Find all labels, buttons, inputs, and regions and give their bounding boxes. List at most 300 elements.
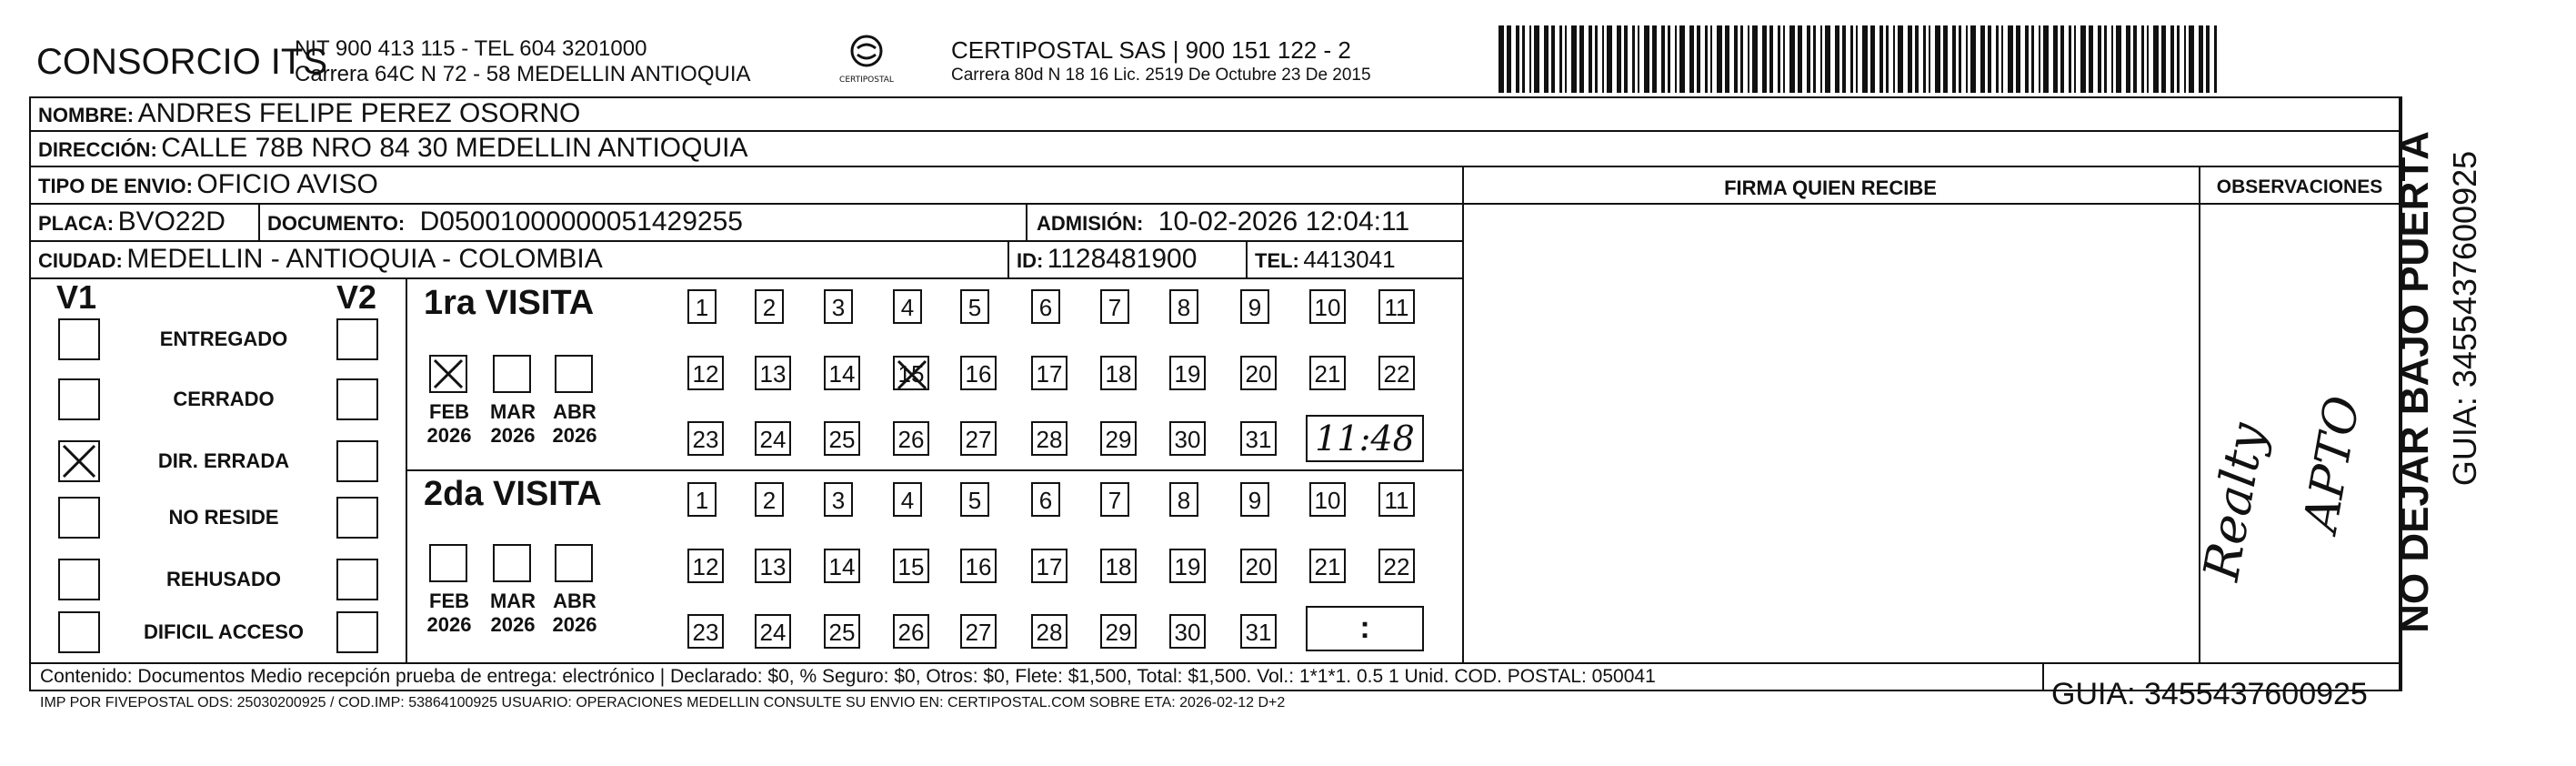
day-box[interactable] [824,614,860,649]
month-checkbox[interactable] [429,355,467,393]
barcode [1498,25,2226,93]
nombre-label: NOMBRE: [38,104,135,126]
month-label: FEB 2026 [426,590,472,636]
day-number: 1 [695,487,709,514]
day-number: 29 [1105,426,1132,453]
barcode-bar [1825,25,1830,93]
day-box[interactable] [893,289,922,324]
day-number: 21 [1314,553,1341,580]
day-box[interactable] [893,482,922,517]
id-value: 1128481900 [1047,244,1198,274]
barcode-bar [2177,25,2180,93]
ciudad-value: MEDELLIN - ANTIOQUIA - COLOMBIA [126,244,603,274]
day-box[interactable] [1378,356,1415,390]
barcode-bar [2161,25,2166,93]
day-box[interactable] [687,549,724,583]
day-number: 30 [1174,619,1201,646]
barcode-bar [2016,25,2020,93]
barcode-bar [1966,25,1968,93]
v2-checkbox[interactable] [336,559,378,600]
day-number: 20 [1245,360,1272,388]
day-number: 9 [1248,487,1262,514]
imp-text: IMP POR FIVEPOSTAL ODS: 25030200925 / COD.IMP: 53864100925 USUARIO: OPERACIONES MEDELLIN CONSULTE SU ENVIO EN: CERTIPOSTAL.COM SOBRE ETA: 2026-02-12 D+2 [40,695,1286,711]
day-number: 24 [759,426,787,453]
day-box[interactable] [1378,549,1415,583]
nombre-value: ANDRES FELIPE PEREZ OSORNO [137,98,581,128]
handwritten-note-2 [2293,364,2373,546]
tipo-envio-row [38,169,378,200]
status-label: NO RESIDE [168,506,279,529]
barcode-bar [1908,25,1912,93]
day-number: 17 [1036,360,1063,388]
documento-label: DOCUMENTO: [267,212,406,235]
day-number: 1 [695,294,709,321]
v1-checkbox[interactable] [58,497,100,539]
firma-header: FIRMA QUIEN RECIBE [1724,176,1937,199]
day-box[interactable] [960,289,989,324]
day-box[interactable] [1100,482,1129,517]
barcode-bar [1602,25,1604,93]
v2-checkbox[interactable] [336,378,378,420]
day-box[interactable] [687,421,724,456]
day-number: 8 [1177,487,1191,514]
day-box[interactable] [755,421,791,456]
tel-label: TEL: [1255,249,1299,272]
v1-checkbox[interactable] [58,378,100,420]
day-box[interactable] [1031,614,1067,649]
barcode-bar [1565,25,1567,93]
barcode-bar [1607,25,1612,93]
v1-checkbox[interactable] [58,559,100,600]
day-box[interactable] [824,549,860,583]
day-box[interactable] [1100,421,1137,456]
day-box[interactable] [1309,289,1346,324]
v2-label: V2 [336,278,377,316]
v2-checkbox[interactable] [336,611,378,653]
day-number: 11 [1384,487,1409,514]
documento-value: D05001000000051429255 [419,207,743,237]
month-label: ABR 2026 [552,400,597,447]
documento-row [267,207,743,237]
barcode-bar [1862,25,1868,93]
day-box[interactable] [1309,549,1346,583]
day-number: 28 [1036,619,1063,646]
barcode-bar [2153,25,2159,93]
barcode-bar [1807,25,1810,93]
day-box[interactable] [824,421,860,456]
day-number: 20 [1245,553,1272,580]
barcode-bar [2089,25,2093,93]
admision-row [1037,207,1409,237]
day-number: 21 [1314,360,1341,388]
month-checkbox[interactable] [429,544,467,582]
day-box[interactable] [960,421,997,456]
day-box[interactable] [1240,289,1269,324]
barcode-bar [1644,25,1649,93]
status-label: REHUSADO [166,568,281,590]
day-box[interactable] [1100,356,1137,390]
day-number: 14 [828,553,856,580]
first-visit-title: 1ra VISITA [424,284,595,322]
day-number: 14 [828,360,856,388]
barcode-bar [1624,25,1628,93]
company-address: Carrera 64C N 72 - 58 MEDELLIN ANTIOQUIA [295,62,751,86]
placa-row [38,207,226,237]
day-box[interactable] [755,614,791,649]
day-box[interactable] [824,289,853,324]
day-number: 13 [759,553,787,580]
day-box[interactable] [1169,356,1206,390]
day-box[interactable] [1378,482,1415,517]
day-box[interactable] [1100,614,1137,649]
direccion-label: DIRECCIÓN: [38,138,157,161]
barcode-bar [2069,25,2071,93]
day-number: 2 [762,294,777,321]
company-name: CONSORCIO ITS [36,42,328,82]
day-number: 5 [967,294,982,321]
day-box[interactable] [1378,289,1415,324]
day-box[interactable] [687,482,717,517]
day-box[interactable] [1031,289,1060,324]
day-number: 17 [1036,553,1063,580]
month-label: ABR 2026 [552,590,597,636]
barcode-bar [1870,25,1875,93]
barcode-bar [1929,25,1930,93]
day-number: 23 [692,426,719,453]
day-box[interactable] [1169,421,1206,456]
barcode-bar [1559,25,1562,93]
day-box[interactable] [1309,356,1346,390]
barcode-bar [2147,25,2149,93]
ciudad-row [38,244,603,275]
barcode-bar [1617,25,1621,93]
barcode-bar [1752,25,1758,93]
v2-checkbox[interactable] [336,497,378,539]
barcode-bar [1886,25,1889,93]
day-number: 7 [1108,294,1122,321]
company-nit: NIT 900 413 115 - TEL 604 3201000 [295,36,647,61]
barcode-bar [1813,25,1816,93]
month-checkbox[interactable] [493,355,531,393]
courier-address: Carrera 80d N 18 16 Lic. 2519 De Octubre 23 De 2015 [951,66,1371,85]
nombre-row [38,98,580,129]
day-box[interactable] [1100,549,1137,583]
barcode-bar [1661,25,1665,93]
barcode-bar [2053,25,2058,93]
day-number: 18 [1105,360,1132,388]
day-box[interactable] [1031,356,1067,390]
day-box[interactable] [893,549,929,583]
day-number: 22 [1383,360,1410,388]
barcode-bar [1529,25,1531,93]
barcode-bar [1689,25,1694,93]
barcode-bar [2098,25,2101,93]
footer-guia: GUIA: 3455437600925 [2051,677,2368,711]
id-row [1017,244,1197,275]
first-visit-time: 11:48 [1306,415,1424,462]
barcode-bar [2104,25,2107,93]
handwritten-text-2: APTO [2293,391,2371,537]
v1-label: V1 [56,278,97,316]
ciudad-label: CIUDAD: [38,249,123,272]
month-checkbox[interactable] [493,544,531,582]
barcode-bar [1835,25,1839,93]
day-box[interactable] [960,356,997,390]
day-number: 25 [828,619,856,646]
v2-checkbox[interactable] [336,318,378,360]
day-number: 6 [1038,487,1053,514]
day-box[interactable] [755,289,784,324]
month-checkbox[interactable] [555,355,593,393]
day-box[interactable] [1240,421,1277,456]
day-box[interactable] [1169,482,1198,517]
barcode-bar [1638,25,1639,93]
day-box[interactable] [1169,614,1206,649]
barcode-bar [1893,25,1895,93]
check-mark-icon [895,358,929,392]
day-box[interactable] [755,356,791,390]
barcode-bar [2184,25,2186,93]
tipo-envio-value: OFICIO AVISO [196,169,378,199]
barcode-bar [1923,25,1926,93]
day-box[interactable] [1169,289,1198,324]
day-number: 4 [900,294,915,321]
contenido-text: Contenido: Documentos Medio recepción prueba de entrega: electrónico | Declarado: $0, % Seguro: $0, Otros: $0, Flete: $1,500, Total: $1,500. Vol.: 1*1*1. 0.5 1 Unid. COD. POSTAL: 050041 [40,666,1656,687]
day-number: 12 [692,360,719,388]
day-number: 31 [1245,426,1272,453]
barcode-bar [2133,25,2137,93]
day-box[interactable] [755,482,784,517]
barcode-bar [1551,25,1555,93]
barcode-bar [1697,25,1700,93]
barcode-bar [1789,25,1795,93]
day-number: 10 [1314,294,1341,321]
barcode-bar [2214,25,2217,93]
barcode-bar [2189,25,2194,93]
barcode-bar [1705,25,1708,93]
day-box[interactable] [687,356,724,390]
barcode-bar [2025,25,2029,93]
barcode-bar [1717,25,1722,93]
day-number: 30 [1174,426,1201,453]
barcode-bar [1632,25,1635,93]
v1-checkbox[interactable] [58,318,100,360]
day-number: 22 [1383,553,1410,580]
day-box[interactable] [960,614,997,649]
month-label: MAR 2026 [489,590,536,636]
tipo-envio-label: TIPO DE ENVIO: [38,175,193,197]
barcode-bar [1544,25,1549,93]
barcode-bar [1668,25,1670,93]
barcode-bar [1915,25,1919,93]
barcode-bar [1970,25,1976,93]
day-number: 23 [692,619,719,646]
day-number: 13 [759,360,787,388]
day-box[interactable] [1100,289,1129,324]
day-number: 27 [965,619,992,646]
day-number: 16 [965,553,992,580]
day-box[interactable] [755,549,791,583]
barcode-bar [1516,25,1519,93]
day-box[interactable] [1031,482,1060,517]
day-box[interactable] [1240,549,1277,583]
barcode-bar [2008,25,2013,93]
barcode-bar [1952,25,1956,93]
barcode-bar [1522,25,1525,93]
barcode-bar [1898,25,1903,93]
barcode-bar [1996,25,1999,93]
day-number: 10 [1314,487,1341,514]
day-box[interactable] [1309,482,1346,517]
barcode-bar [1675,25,1677,93]
barcode-bar [1725,25,1729,93]
day-number: 18 [1105,553,1132,580]
day-box[interactable] [1031,549,1067,583]
barcode-bar [1679,25,1685,93]
day-number: 9 [1248,294,1262,321]
admision-value: 10-02-2026 12:04:11 [1158,207,1410,237]
handwritten-text-1: Realty [2191,418,2277,585]
day-number: 11 [1384,294,1409,321]
day-box[interactable] [893,614,929,649]
second-visit-time: : [1306,606,1424,651]
v1-checkbox[interactable] [58,440,100,482]
barcode-bar [1879,25,1883,93]
barcode-bar [2206,25,2210,93]
barcode-bar [1595,25,1598,93]
day-number: 26 [897,619,925,646]
barcode-bar [1748,25,1749,93]
barcode-bar [1798,25,1802,93]
barcode-bar [1820,25,1822,93]
day-box[interactable] [1169,549,1206,583]
v1-checkbox[interactable] [58,611,100,653]
barcode-bar [1740,25,1743,93]
barcode-bar [1652,25,1657,93]
barcode-bar [2060,25,2064,93]
day-number: 12 [692,553,719,580]
barcode-bar [1959,25,1961,93]
check-mark-icon [60,442,98,480]
barcode-bar [1778,25,1780,93]
day-number: 29 [1105,619,1132,646]
second-visit-title: 2da VISITA [424,475,602,513]
status-label: ENTREGADO [159,328,288,350]
day-number: 19 [1174,360,1201,388]
check-mark-icon [431,357,466,391]
barcode-bar [1579,25,1584,93]
day-number: 16 [965,360,992,388]
day-number: 25 [828,426,856,453]
day-number: 8 [1177,294,1191,321]
day-number: 26 [897,426,925,453]
courier-name: CERTIPOSTAL SAS | 900 151 122 - 2 [951,36,1351,64]
day-number: 24 [759,619,787,646]
status-label: CERRADO [173,388,275,410]
tel-value: 4413041 [1303,246,1396,273]
tel-row [1255,246,1396,274]
day-number: 6 [1038,294,1053,321]
barcode-bar [1980,25,1985,93]
day-box[interactable] [687,614,724,649]
direccion-row [38,133,747,164]
certipostal-logo-icon [835,33,898,87]
day-box[interactable] [960,482,989,517]
day-number: 15 [897,360,925,388]
barcode-bar [1842,25,1846,93]
barcode-bar [1988,25,1991,93]
month-checkbox[interactable] [555,544,593,582]
barcode-bar [1571,25,1577,93]
logo-text: CERTIPOSTAL [839,76,894,85]
id-label: ID: [1017,249,1044,272]
day-number: 27 [965,426,992,453]
barcode-bar [1734,25,1738,93]
handwritten-note-1 [2191,382,2300,600]
day-box[interactable] [824,356,860,390]
barcode-bar [2116,25,2121,93]
day-number: 15 [897,553,925,580]
barcode-bar [2199,25,2203,93]
barcode-bar [1856,25,1858,93]
day-box[interactable] [1240,356,1277,390]
day-box[interactable] [893,421,929,456]
v2-checkbox[interactable] [336,440,378,482]
day-number: 5 [967,487,982,514]
day-box[interactable] [1240,482,1269,517]
day-number: 31 [1245,619,1272,646]
barcode-bar [1589,25,1592,93]
barcode-bar [1534,25,1539,93]
barcode-bar [2126,25,2130,93]
observaciones-header: OBSERVACIONES [2216,176,2383,197]
barcode-bar [1850,25,1853,93]
direccion-value: CALLE 78B NRO 84 30 MEDELLIN ANTIOQUIA [161,133,748,163]
side-guia: GUIA: 3455437600925 [2446,150,2483,487]
barcode-bar [1783,25,1785,93]
day-box[interactable] [960,549,997,583]
status-label: DIR. ERRADA [157,449,290,472]
barcode-bar [1935,25,1940,93]
barcode-bar [2080,25,2086,93]
day-box[interactable] [687,289,717,324]
day-box[interactable] [824,482,853,517]
barcode-bar [2074,25,2076,93]
barcode-bar [1710,25,1712,93]
admision-label: ADMISIÓN: [1037,212,1144,235]
month-label: FEB 2026 [426,400,472,447]
day-box[interactable] [1240,614,1277,649]
day-number: 3 [831,294,846,321]
day-number: 7 [1108,487,1122,514]
barcode-bar [1498,25,1504,93]
barcode-bar [1769,25,1773,93]
day-number: 28 [1036,426,1063,453]
barcode-bar [2043,25,2049,93]
day-number: 2 [762,487,777,514]
barcode-bar [1507,25,1511,93]
barcode-bar [2141,25,2144,93]
barcode-bar [1762,25,1767,93]
day-box[interactable] [893,356,929,390]
barcode-bar [2001,25,2003,93]
placa-label: PLACA: [38,212,115,235]
barcode-bar [1943,25,1948,93]
day-box[interactable] [1031,421,1067,456]
status-label: DIFICIL ACCESO [143,620,304,643]
barcode-bar [2031,25,2034,93]
day-number: 3 [831,487,846,514]
